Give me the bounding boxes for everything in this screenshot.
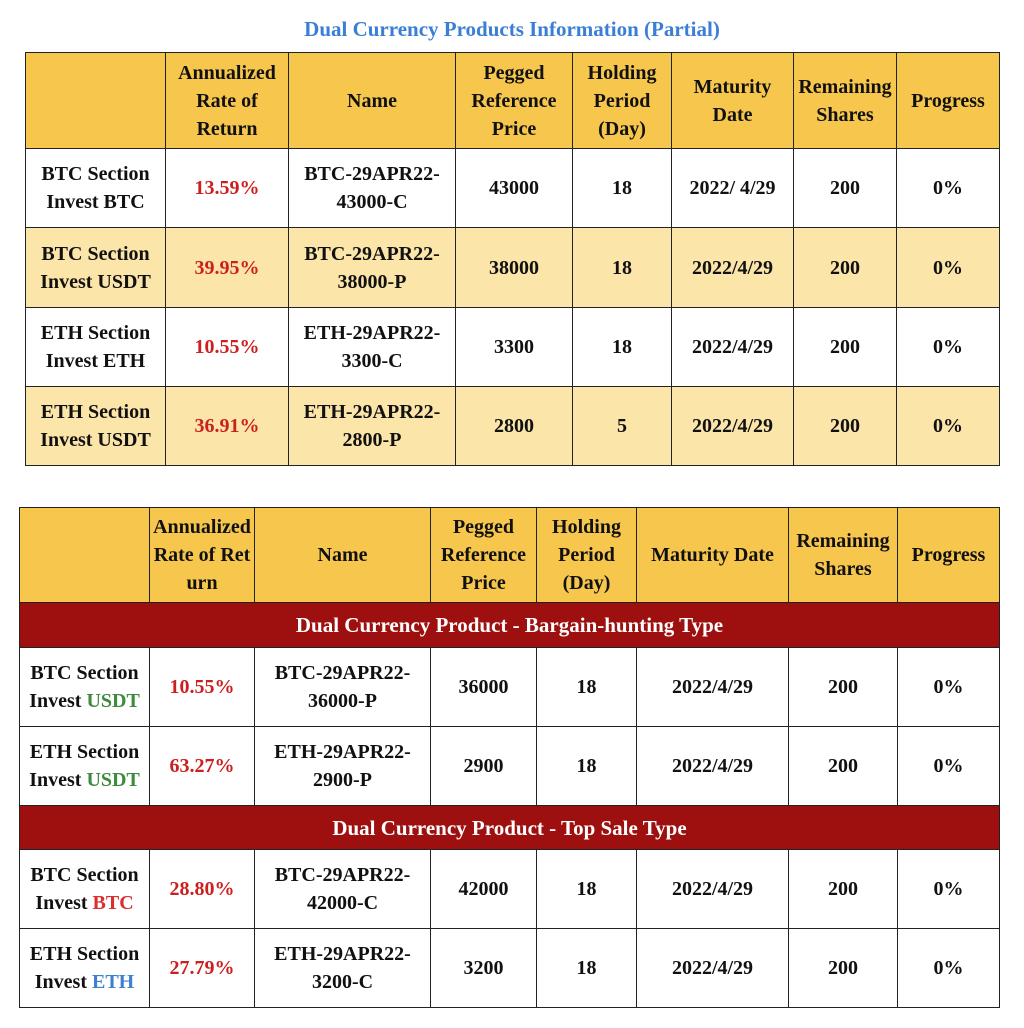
products-table-1	[25, 52, 1000, 466]
header-maturity: Maturity Date	[672, 53, 794, 149]
product-name-line1: ETH-29APR22-	[303, 322, 441, 344]
period-value: 18	[573, 228, 672, 308]
progress-value: 0%	[897, 149, 1000, 228]
price-value: 2900	[431, 727, 537, 806]
product-name-line1: BTC-29APR22-	[274, 662, 411, 684]
progress-value: 0%	[897, 308, 1000, 387]
product-name-line2: 3200-C	[311, 971, 374, 993]
header-price: Pegged Reference Price	[431, 508, 537, 603]
period-value: 18	[537, 850, 637, 929]
invest-label: Invest USDT	[40, 429, 151, 451]
shares-value: 200	[794, 228, 897, 308]
invest-label	[22, 889, 147, 917]
period-value: 18	[537, 727, 637, 806]
progress-value: 0%	[898, 929, 1000, 1008]
section-label: BTC Section	[41, 242, 150, 265]
header-maturity: Maturity Date	[637, 508, 789, 603]
price-value: 38000	[456, 228, 573, 308]
table-row	[26, 387, 1000, 466]
rate-value: 10.55%	[150, 648, 255, 727]
table-row	[20, 648, 1000, 727]
price-value: 43000	[456, 149, 573, 228]
progress-value: 0%	[898, 648, 1000, 727]
product-name	[255, 850, 431, 929]
invest-word: Invest	[29, 769, 82, 791]
product-name-line1: BTC-29APR22-	[304, 163, 440, 185]
row-label	[26, 149, 166, 228]
page-title: Dual Currency Products Information (Partial)	[304, 17, 720, 41]
invest-word: Invest	[34, 971, 87, 993]
rate-value: 28.80%	[150, 850, 255, 929]
row-label	[20, 648, 150, 727]
product-name	[255, 648, 431, 727]
product-name-line1: ETH-29APR22-	[303, 401, 441, 423]
product-name-line2: 2800-P	[342, 429, 402, 451]
maturity-value: 2022/4/29	[672, 228, 794, 308]
rate-value: 27.79%	[150, 929, 255, 1008]
product-name	[255, 727, 431, 806]
header-name: Name	[255, 508, 431, 603]
invest-label: Invest BTC	[46, 191, 145, 213]
period-value: 18	[573, 149, 672, 228]
progress-value: 0%	[898, 727, 1000, 806]
product-name-line1: BTC-29APR22-	[274, 864, 411, 886]
row-label	[26, 228, 166, 308]
product-name	[289, 149, 456, 228]
header-blank	[20, 508, 150, 603]
header-price: Pegged Reference Price	[456, 53, 573, 149]
products-table-2	[19, 507, 1000, 1008]
row-label	[26, 387, 166, 466]
header-period: Holding Period (Day)	[537, 508, 637, 603]
section-bar	[20, 603, 1000, 648]
period-value: 5	[573, 387, 672, 466]
invest-label: Invest ETH	[45, 350, 146, 372]
table-header-row	[20, 508, 1000, 603]
header-blank	[26, 53, 166, 149]
product-name-line2: 38000-P	[337, 270, 407, 293]
product-name	[255, 929, 431, 1008]
rate-value: 13.59%	[166, 149, 289, 228]
invest-coin: BTC	[92, 892, 134, 914]
invest-word: Invest	[35, 892, 88, 914]
maturity-value: 2022/4/29	[637, 648, 789, 727]
product-name	[289, 387, 456, 466]
rate-value: 36.91%	[166, 387, 289, 466]
invest-label	[22, 687, 147, 715]
maturity-value: 2022/4/29	[637, 727, 789, 806]
row-label	[20, 850, 150, 929]
product-name	[289, 228, 456, 308]
section-label: BTC Section	[30, 662, 139, 684]
row-label	[20, 727, 150, 806]
price-value: 42000	[431, 850, 537, 929]
section-label: BTC Section	[41, 163, 150, 185]
header-rate: Annualized Rate of Return	[150, 508, 255, 603]
shares-value: 200	[789, 648, 898, 727]
header-rate: Annualized Rate of Return	[166, 53, 289, 149]
shares-value: 200	[794, 149, 897, 228]
rate-value: 63.27%	[150, 727, 255, 806]
product-name-line2: 2900-P	[313, 769, 372, 791]
product-name-line2: 42000-C	[306, 892, 379, 914]
shares-value: 200	[794, 308, 897, 387]
product-name-line1: ETH-29APR22-	[274, 943, 411, 965]
progress-value: 0%	[897, 228, 1000, 308]
invest-label	[22, 766, 147, 794]
invest-label	[22, 968, 147, 996]
invest-coin: ETH	[91, 971, 135, 993]
invest-coin: USDT	[86, 769, 140, 791]
period-value: 18	[573, 308, 672, 387]
header-period: Holding Period (Day)	[573, 53, 672, 149]
header-progress: Progress	[898, 508, 1000, 603]
section-label: BTC Section	[30, 864, 139, 886]
table-row	[26, 308, 1000, 387]
progress-value: 0%	[897, 387, 1000, 466]
header-shares: Remaining Shares	[794, 53, 897, 149]
header-progress: Progress	[897, 53, 1000, 149]
section-label: ETH Section	[29, 741, 140, 763]
section-label: ETH Section	[40, 322, 151, 344]
row-label	[26, 308, 166, 387]
product-name-line1: ETH-29APR22-	[274, 741, 411, 763]
table-row	[20, 850, 1000, 929]
price-value: 3300	[456, 308, 573, 387]
invest-coin: USDT	[86, 690, 140, 712]
table-header-row	[26, 53, 1000, 149]
table-row	[20, 929, 1000, 1008]
product-name-line2: 43000-C	[336, 191, 408, 213]
product-name-line2: 3300-C	[341, 350, 403, 372]
header-name: Name	[289, 53, 456, 149]
progress-value: 0%	[898, 850, 1000, 929]
section-bar	[20, 806, 1000, 850]
maturity-value: 2022/4/29	[672, 387, 794, 466]
price-value: 36000	[431, 648, 537, 727]
maturity-value: 2022/4/29	[672, 308, 794, 387]
shares-value: 200	[789, 850, 898, 929]
price-value: 2800	[456, 387, 573, 466]
section-bar-title: Dual Currency Product - Top Sale Type	[20, 806, 1000, 850]
rate-value: 10.55%	[166, 308, 289, 387]
maturity-value: 2022/4/29	[637, 929, 789, 1008]
shares-value: 200	[794, 387, 897, 466]
maturity-value: 2022/ 4/29	[672, 149, 794, 228]
row-label	[20, 929, 150, 1008]
rate-value: 39.95%	[166, 228, 289, 308]
header-shares: Remaining Shares	[789, 508, 898, 603]
product-name	[289, 308, 456, 387]
price-value: 3200	[431, 929, 537, 1008]
maturity-value: 2022/4/29	[637, 850, 789, 929]
section-label: ETH Section	[29, 943, 140, 965]
period-value: 18	[537, 648, 637, 727]
section-label: ETH Section	[40, 401, 151, 423]
product-name-line2: 36000-P	[308, 690, 377, 712]
shares-value: 200	[789, 929, 898, 1008]
invest-label: Invest USDT	[40, 270, 151, 293]
invest-word: Invest	[29, 690, 82, 712]
shares-value: 200	[789, 727, 898, 806]
table-row	[20, 727, 1000, 806]
period-value: 18	[537, 929, 637, 1008]
table-row	[26, 149, 1000, 228]
table-row	[26, 228, 1000, 308]
section-bar-title: Dual Currency Product - Bargain-hunting Type	[20, 603, 1000, 648]
product-name-line1: BTC-29APR22-	[304, 242, 440, 265]
